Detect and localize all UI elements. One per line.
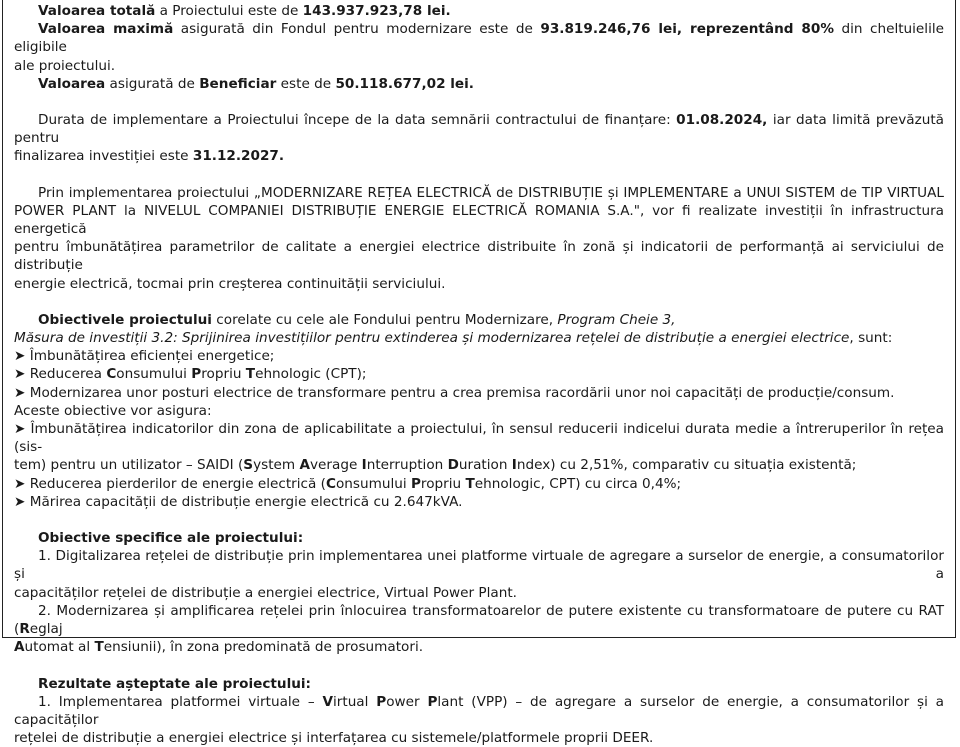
total-value-paragraph: Valoarea totală a Proiectului este de 143.937.923,78 lei. bbox=[38, 3, 451, 19]
objectives-heading: Obiectivele proiectului corelate cu cele ale Fondului pentru Modernizare, Program Cheie 3, bbox=[38, 311, 676, 328]
beneficiary-value-paragraph: Valoarea asigurată de Beneficiar este de 50.118.677,02 lei. bbox=[38, 75, 474, 92]
ensure-bullet-saidi-line1: ➤ Îmbunătățirea indicatorilor din zona de aplicabilitate a proiectului, în sensul reducerii indicelui durata medie a întreruperilor în rețea (sis- bbox=[14, 420, 944, 456]
ensure-bullet-capacity: ➤ Mărirea capacității de distribuție energie electrică cu 2.647kVA. bbox=[14, 493, 944, 511]
objective-bullet-cpt: ➤ Reducerea Consumului Propriu Tehnologic (CPT); bbox=[14, 365, 944, 383]
ensure-bullet-losses: ➤ Reducerea pierderilor de energie electrică (Consumului Propriu Tehnologic, CPT) cu circa 0,4%; bbox=[14, 475, 944, 493]
project-description-line2: POWER PLANT la NIVELUL COMPANIEI DISTRIBUȚIE ENERGIE ELECTRICĂ ROMANIA S.A.", vor fi realizate investiții în infrastructura energetică bbox=[14, 202, 944, 238]
specific-objective-1-line1: 1. Digitalizarea rețelei de distribuție prin implementarea unei platforme virtuale de agregare a surselor de energie, a consumatorilor și a bbox=[14, 548, 944, 583]
specific-objective-1-line2: capacităților rețelei de distribuție a energiei electrice, Virtual Power Plant. bbox=[14, 584, 517, 601]
document-body bbox=[14, 2, 944, 747]
objective-bullet-modernization: ➤ Modernizarea unor posturi electrice de transformare pentru a crea premisa racordării unor noi capacități de producție/consum. bbox=[14, 384, 944, 402]
objective-bullet-efficiency: ➤ Îmbunătățirea eficienței energetice; bbox=[14, 347, 944, 365]
expected-result-1-line2: rețelei de distribuție a energiei electrice și interfațarea cu sistemele/platformele proprii DEER. bbox=[14, 730, 654, 747]
specific-objectives-heading: Obiective specifice ale proiectului: bbox=[38, 530, 304, 547]
project-description-line1: Prin implementarea proiectului „MODERNIZARE REȚEA ELECTRICĂ de DISTRIBUȚIE și IMPLEMENTARE a UNUI SISTEM de TIP VIRTUAL bbox=[38, 184, 944, 201]
objectives-ensure-label: Aceste obiective vor asigura: bbox=[14, 402, 212, 419]
duration-paragraph-line1: Durata de implementare a Proiectului începe de la data semnării contractului de finanțare: 01.08.2024, iar data limită prevăzută pentru bbox=[14, 112, 944, 147]
expected-results-heading: Rezultate așteptate ale proiectului: bbox=[38, 675, 311, 692]
specific-objective-2-line1: 2. Modernizarea și amplificarea rețelei prin înlocuirea transformatoarelor de putere existente cu transformatoare de putere cu RAT (Reglaj bbox=[14, 602, 944, 638]
specific-objective-2-line2: Automat al Tensiunii), în zona predominată de prosumatori. bbox=[14, 639, 424, 656]
expected-result-1-line1: 1. Implementarea platformei virtuale – Virtual Power Plant (VPP) – de agregare a surselor de energie, a consumatorilor și a capacităților bbox=[14, 693, 944, 728]
project-description-line3: pentru îmbunătățirea parametrilor de calitate a energiei electrice distribuite în zonă și indicatorii de performanță ai serviciului de distribuție bbox=[14, 239, 944, 274]
project-description-line4: energie electrică, tocmai prin creșterea continuității serviciului. bbox=[14, 275, 446, 292]
duration-paragraph-line2: finalizarea investiției este 31.12.2027. bbox=[14, 148, 285, 165]
objectives-measure: Măsura de investiții 3.2: Sprijinirea investițiilor pentru extinderea și modernizarea rețelei de distribuție a energiei electrice, sunt: bbox=[14, 330, 893, 347]
ensure-bullet-saidi-line2: tem) pentru un utilizator – SAIDI (System Average Interruption Duration Index) cu 2,51%, comparativ cu situația existentă; bbox=[14, 457, 857, 474]
max-value-paragraph-line2: ale proiectului. bbox=[14, 57, 116, 74]
max-value-paragraph-line1: Valoarea maximă asigurată din Fondul pentru modernizare este de 93.819.246,76 lei, reprezentând 80% din cheltuielile eligibile bbox=[14, 21, 944, 56]
